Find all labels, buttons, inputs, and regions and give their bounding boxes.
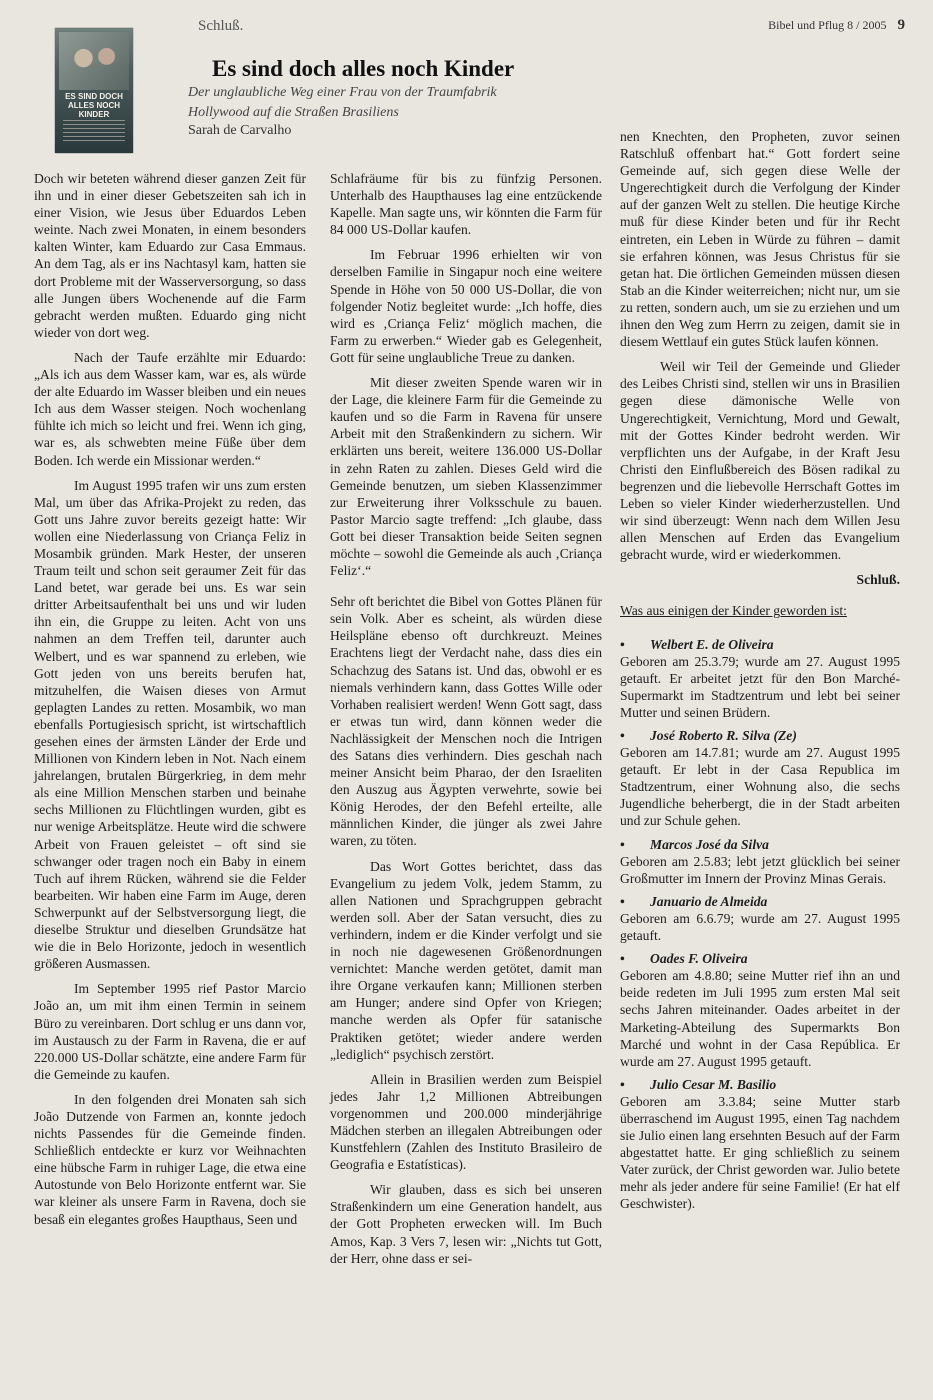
running-head: Schluß. [198, 18, 244, 34]
kid-entry [620, 893, 900, 944]
paragraph: Wir glauben, dass es sich bei unseren Straßenkindern um eine Generation handelt, aus der Gott Propheten erwecken will. Im Buch Amos, Kap. 3 Vers 7, lesen wir: „Nichts tut Gott, der Herr, ohne dass er sei- [330, 1182, 602, 1266]
ending-mark: Schluß. [856, 572, 900, 588]
paragraph: In den folgenden drei Monaten sah sich João Dutzende von Farmen an, konnte jedoch nichts Passendes für die Gemeinde finden. Schließlich entdeckte er kurz vor Weihnachten eine hübsche Farm in ruhiger Lage, die etwa eine Autostunde von Belo Horizonte entfernt war. Sie war kleiner als unsere Farm in Ravena, doch sie besaß ein elegantes großes Haupthaus, Seen und [34, 1091, 306, 1227]
book-cover [55, 28, 133, 153]
paragraph: Sehr oft berichtet die Bibel von Gottes Plänen für sein Volk. Aber es scheint, als würden diese Heilspläne ebenso oft durchkreuzt. Meines Erachtens liegt der Verdacht nahe, dass dies ein Schachzug des Satans ist. Und das, obwohl er es niemals verhindern kann, dass Gottes Wille oder Vorhaben realisiert werden! Wenn Gott sagt, dass er etwas tun wird, dann können weder die Nachlässigkeit der Menschen noch die Intrigen des Satans dies verhindern. Dies geschah nach meiner Ansicht beim Pharao, der den Israeliten den Auszug aus Ägypten verwehrte, sowie bei König Herodes, der den Befehl erteilte, alle männlichen Kinder, die jünger als zwei Jahre waren, zu töten. [330, 594, 602, 849]
kid-text: Geboren am 3.3.84; seine Mutter starb überraschend im August 1995, einen Tag nachdem sie Julio einen lang ersehnten Besuch auf der Farm abgestattet hatte. Er ging schließlich zu seinem Vater zurück, der Christ geworden war. Julio betete mehr als jeder andere für seine Familie! (Er hat elf Geschwister). [620, 1093, 900, 1212]
kid-text: Geboren am 25.3.79; wurde am 27. August 1995 getauft. Er arbeitet jetzt für den Bon Marché-Supermarkt im Stadtzentrum und lebt bei seiner Mutter und seinen Brüdern. [620, 653, 900, 720]
paragraph: Nach der Taufe erzählte mir Eduardo: „Als ich aus dem Wasser kam, war es, als würde der alte Eduardo im Wasser bleiben und ein neues Ich aus dem Wasser steigen. Noch wochenlang fühlte ich mich so leicht und frei. Wenn ich ging, war es, als schwebten meine Füße über dem Boden. Ich werde ein Missionar werden.“ [34, 349, 306, 468]
kid-entry [620, 1076, 900, 1213]
page-number: 9 [897, 17, 905, 33]
column-1 [34, 170, 306, 1236]
paragraph: Schlafräume für bis zu fünfzig Personen. Unterhalb des Haupthauses lag eine entzückende Kapelle. Man sagte uns, wir könnten die Farm für 84 000 US-Dollar kaufen. [330, 171, 602, 238]
article-subtitle-1: Der unglaubliche Weg einer Frau von der Traumfabrik [188, 85, 497, 100]
kid-entry [620, 727, 900, 830]
column-3 [620, 128, 900, 1219]
kid-text: Geboren am 6.6.79; wurde am 27. August 1995 getauft. [620, 910, 900, 944]
paragraph: nen Knechten, den Propheten, zuvor seinen Ratschluß offenbart hat.“ Gott fordert seine Gemeinde auf, sich gegen diese Welle der Ungerechtigkeit durch die Verfolgung der Kinder auf der ganzen Welt zu stellen. Die heutige Kirche muß für diese Kinder beten und für ihr Recht eintreten, ein Leben in Würde zu führen – damit sie erfahren können, was Jesus Christus für sie getan hat. Die örtlichen Gemeinden müssen diesen Stab an die Kinder weiterreichen; nicht nur, um sie zu retten, sondern auch, um sie zu erziehen und um ihnen den Weg zum Herrn zu zeigen, damit sie in diesem Wettlauf ein gutes Stück laufen können. [620, 129, 900, 350]
cover-text-lines [63, 120, 125, 142]
kid-entry [620, 950, 900, 1070]
cover-photo [59, 32, 129, 90]
paragraph: Im August 1995 trafen wir uns zum ersten Mal, um über das Afrika-Projekt zu reden, das Gott uns Jahre zuvor bereits gezeigt hatte: Wir wollen eine Niederlassung von Criança Feliz in Mosambik gründen. Mark Hester, der unseren Traum teilt und schon seit geraumer Zeit für das Land betet, war gerade bei uns. Es war sein dritter Arbeitsaufenthalt bei uns und wir luden ihn ein, die Gruppe zu leiten. Acht von uns nahmen an dem Treffen teil, darunter auch Welbert, und es war spannend zu erleben, wie Gott jeden von uns bereits berufen hat, mitzuhelfen, die Waisen dieses von Armut geplagten Landes zu retten. Mosambik, wo man ebenfalls Portugiesisch spricht, ist wirtschaftlich gesehen eines der ärmsten Länder der Erde und Millionen von Kindern leben in Not. Nach einem jahrelangen, brutalen Bürgerkrieg, in dem mehr als eine Million Menschen starben und beinahe sechs Millionen zu Flüchtlingen wurden, gibt es nur wenige Arbeitsplätze. Heute wird die schwere Arbeit von Frauen geleistet – oft sind sie schwanger oder tragen noch ein Baby in einem Tuch auf ihrem Rücken, während sie die Felder bearbeiten. Wir haben eine Farm im Auge, deren Schwerpunkt auf der Selbstversorgung liegt, die dieselbe Struktur und dieselben Grundsätze hat wie die in Belo Horizonte, jedoch in wesentlich größeren Ausmassen. [34, 477, 306, 972]
paragraph: Mit dieser zweiten Spende waren wir in der Lage, die kleinere Farm für die Gemeinde zu kaufen und so die Farm in Ravena für unsere Arbeit mit den Straßenkindern zu sichern. Wir erklärten uns bereit, weitere 136.000 US-Dollar in zehn Raten zu zahlen. Dieses Geld wird die Gemeinde benutzen, um sieben Klassenzimmer zur Erweiterung ihrer Volksschule zu bauen. Pastor Marcio sagte treffend: „Ich glaube, dass Gott bei dieser Transaktion beide Seiten segnen möchte – sowohl die Gemeinde als auch ‚Criança Feliz‘.“ [330, 375, 602, 579]
kid-name: • Julio Cesar M. Basilio [620, 1076, 900, 1093]
paragraph: Weil wir Teil der Gemeinde und Glieder des Leibes Christi sind, stellen wir uns in Brasilien gegen diese dämonische Welle von Ungerechtigkeit, Vernichtung, Mord und Gewalt, mit der Gottes Kinder bedroht werden. Wir verpflichten uns der Aufgabe, in der Kraft Jesu Christi den Einflußbereich des Bösen radikal zu begrenzen und die liebevolle Herrschaft Gottes im Leben so vieler Kinder wiederherzustellen. Und wir sind überzeugt: Wenn nach dem Willen Jesu allen Menschen auf Erden das Evangelium gebracht wurde, wird er wiederkommen. [620, 359, 900, 563]
magazine-name: Bibel und Pflug 8 / 2005 [768, 18, 887, 32]
kid-entry [620, 836, 900, 887]
kids-heading: Was aus einigen der Kinder geworden ist: [620, 603, 847, 619]
kid-text: Geboren am 14.7.81; wurde am 27. August 1995 getauft. Er lebt in der Casa Republica im Stadtzentrum, einer Wohnung also, die sechs Jugendliche beherbergt, die in der Stadt arbeiten und zur Schule gehen. [620, 745, 900, 829]
article-author: Sarah de Carvalho [188, 123, 292, 138]
article-subtitle-2: Hollywood auf die Straßen Brasiliens [188, 105, 399, 120]
kid-text: Geboren am 4.8.80; seine Mutter rief ihn an und beide redeten im Juli 1995 zum ersten Mal seit sechs Jahren miteinander. Oades arbeitet in der Marketing-Abteilung des Supermarkts Bon Marché und wohnt in der Casa República. Er wurde am 27. August 1995 getauft. [620, 968, 900, 1069]
page-header [768, 17, 905, 34]
paragraph: Allein in Brasilien werden zum Beispiel jedes Jahr 1,2 Millionen Abtreibungen vorgenommen und 200.000 minderjährige Mädchen sterben an illegalen Abtreibungen oder Kunstfehlern (Zahlen des Instituto Brasileiro de Geografia e Estatísticas). [330, 1071, 602, 1173]
kid-text: Geboren am 2.5.83; lebt jetzt glücklich bei seiner Großmutter im Innern der Provinz Minas Gerais. [620, 853, 900, 886]
column-2 [330, 170, 602, 1275]
paragraph: Im Februar 1996 erhielten wir von derselben Familie in Singapur noch eine weitere Spende in Höhe von 50 000 US-Dollar, die von folgender Notiz begleitet wurde: „Ich hoffe, dies wird es ‚Criança Feliz‘ möglich machen, die Farm zu erwerben.“ Wieder gab es Gelegenheit, Gott für seine unglaubliche Treue zu danken. [330, 247, 602, 365]
kid-name: • José Roberto R. Silva (Ze) [620, 727, 900, 744]
kid-name: • Januario de Almeida [620, 893, 900, 910]
paragraph: Im September 1995 rief Pastor Marcio João an, um mit ihm einen Termin in seinem Büro zu vereinbaren. Dort schlug er uns dann vor, im Austausch zu der Farm in Ravena, die er auf 220.000 US-Dollar schätzte, eine andere Farm für die Gemeinde zu kaufen. [34, 981, 307, 1082]
kid-name: • Welbert E. de Oliveira [620, 636, 900, 653]
paragraph: Das Wort Gottes berichtet, dass das Evangelium zu jedem Volk, jedem Stamm, zu allen Nationen und Sprachgruppen gebracht werden soll. Aber der Satan versucht, dies zu verhindern, indem er die Kinder verfolgt und sie in noch nie dagewesenen Größenordnungen vernichtet: Manche werden getötet, damit man ihre Organe verkaufen kann; Millionen sterben am Hunger; andere sind Opfer von Kriegen; manche werden als Opfer für satanische Praktiken getötet; wieder andere werden „lediglich“ psychisch zerstört. [330, 858, 602, 1062]
paragraph: Doch wir beteten während dieser ganzen Zeit für ihn und in einer dieser Gebetszeiten sah ich in einer Vision, wie Jesus über Eduardos Leben weinte. Nach zwei Monaten, in einem besonders kalten Winter, kam Eduardo zur Casa Emmaus. An dem Tag, als er ins Nachtasyl kam, hatten sie dort Probleme mit der Wasserversorgung, so dass alle Jungen übers Wochenende auf die Farm gebracht werden mußten. Eduardo ging nicht wieder von dort weg. [34, 171, 306, 340]
kid-entry [620, 636, 900, 721]
kid-name: • Marcos José da Silva [620, 836, 900, 853]
article-header [188, 56, 588, 140]
kid-name: • Oades F. Oliveira [620, 950, 900, 967]
cover-title: ES SIND DOCH ALLES NOCH KINDER [65, 92, 123, 119]
article-title: Es sind doch alles noch Kinder [212, 56, 515, 81]
